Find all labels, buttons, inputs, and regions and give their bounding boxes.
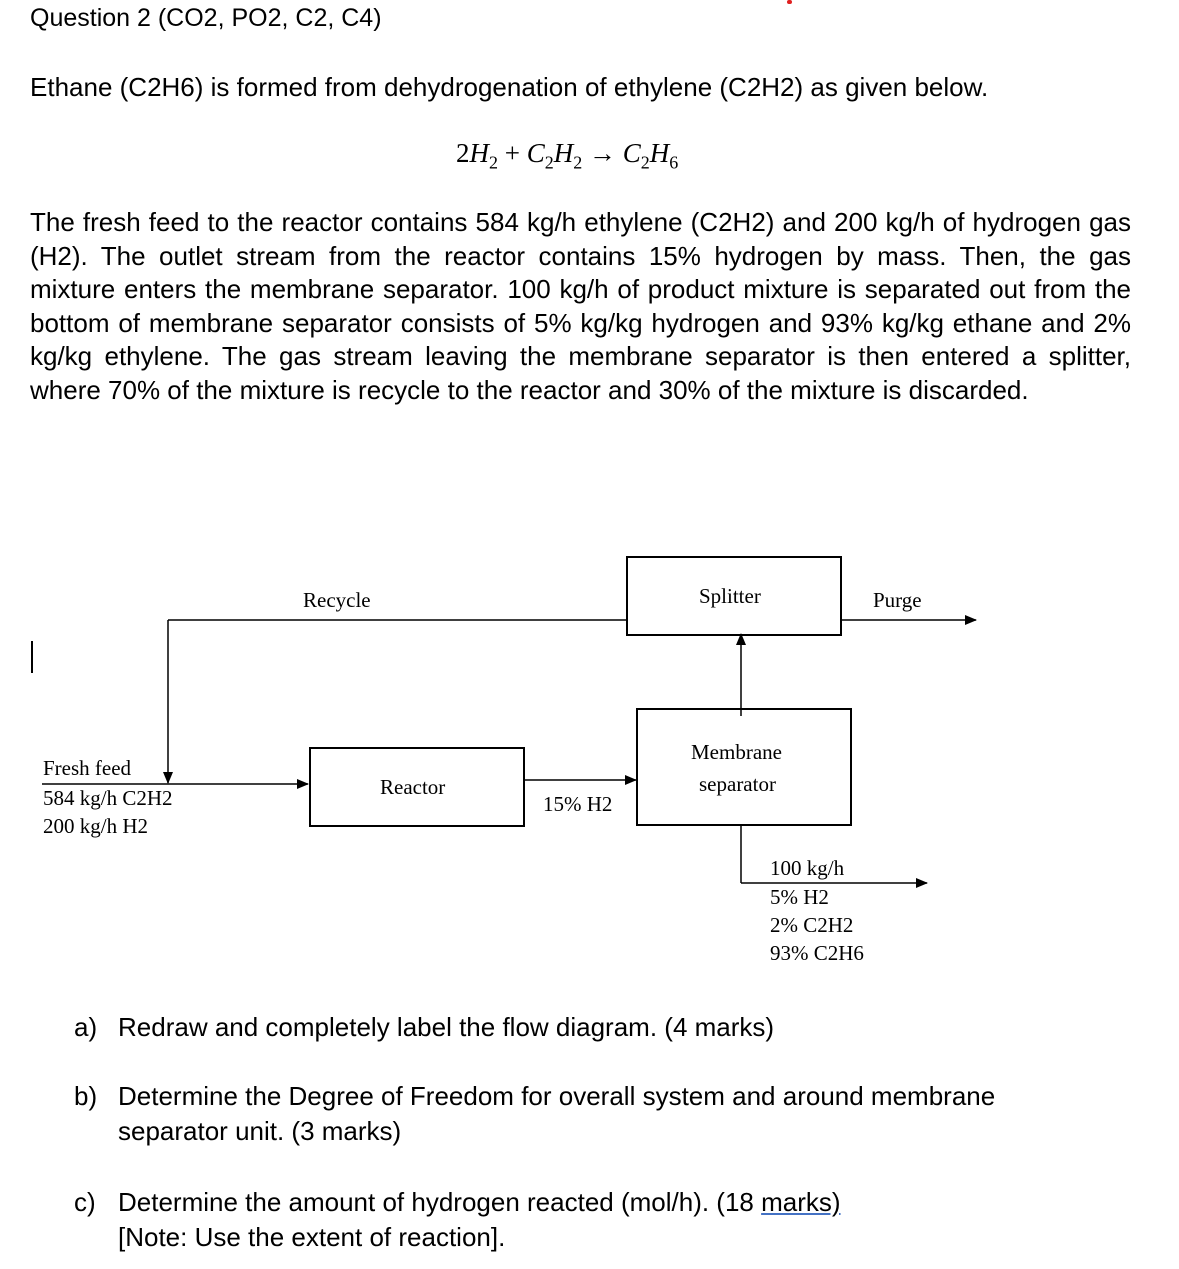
membrane-separator-box xyxy=(636,708,852,826)
purge-label: Purge xyxy=(873,588,922,612)
fresh-feed-line1: 584 kg/h C2H2 xyxy=(43,786,173,810)
flow-lines xyxy=(0,540,1179,980)
flow-diagram xyxy=(0,540,1179,980)
product-line2: 5% H2 xyxy=(770,885,829,909)
reaction-equation: $2H_2 + C_2H_2 \to C_2H_6$ xyxy=(456,138,679,173)
red-ink-mark xyxy=(787,0,792,4)
task-b-text-2: separator unit. (3 marks) xyxy=(118,1116,402,1146)
task-c xyxy=(74,1185,841,1255)
problem-paragraph: The fresh feed to the reactor contains 584 kg/h ethylene (C2H2) and 200 kg/h of hydrogen gas (H2). The outlet stream from the reactor contains 15% hydrogen by mass. Then, the gas mixture enters the membrane separator. 100 kg/h of product mixture is separated out from the bottom of membrane separator consists of 5% kg/kg hydrogen and 93% kg/kg ethane and 2% kg/kg ethylene. The gas stream leaving the membrane separator is then entered a splitter, where 70% of the mixture is recycle to the reactor and 30% of the mixture is discarded. xyxy=(30,207,1131,405)
task-b-letter: b) xyxy=(74,1081,98,1111)
task-c-text-2: [Note: Use the extent of reaction]. xyxy=(118,1222,506,1252)
splitter-label: Splitter xyxy=(699,584,761,608)
task-a-text: Redraw and completely label the flow diagram. (4 marks) xyxy=(118,1012,775,1042)
fresh-feed-title: Fresh feed xyxy=(43,756,132,780)
task-b-text-1: Determine the Degree of Freedom for overall system and around membrane xyxy=(118,1081,996,1111)
reactor-outlet-label: 15% H2 xyxy=(543,792,613,816)
question-title: Question 2 (CO2, PO2, C2, C4) xyxy=(30,4,382,32)
task-c-letter: c) xyxy=(74,1187,96,1217)
reactor-label: Reactor xyxy=(380,775,446,799)
product-line4: 93% C2H6 xyxy=(770,941,864,965)
intro-text: Ethane (C2H6) is formed from dehydrogenation of ethylene (C2H2) as given below. xyxy=(30,72,989,102)
fresh-feed-line2: 200 kg/h H2 xyxy=(43,814,148,838)
task-a xyxy=(74,1010,774,1045)
membrane-label-2: separator xyxy=(699,772,776,796)
product-line3: 2% C2H2 xyxy=(770,913,854,937)
task-a-letter: a) xyxy=(74,1012,98,1042)
task-b xyxy=(74,1079,995,1149)
recycle-label: Recycle xyxy=(303,588,371,612)
membrane-label-1: Membrane xyxy=(691,740,782,764)
task-c-text-1a: Determine the amount of hydrogen reacted (mol/h). (18 xyxy=(118,1187,762,1217)
task-c-text-1b: marks) xyxy=(761,1187,841,1217)
product-line1: 100 kg/h xyxy=(770,856,845,880)
